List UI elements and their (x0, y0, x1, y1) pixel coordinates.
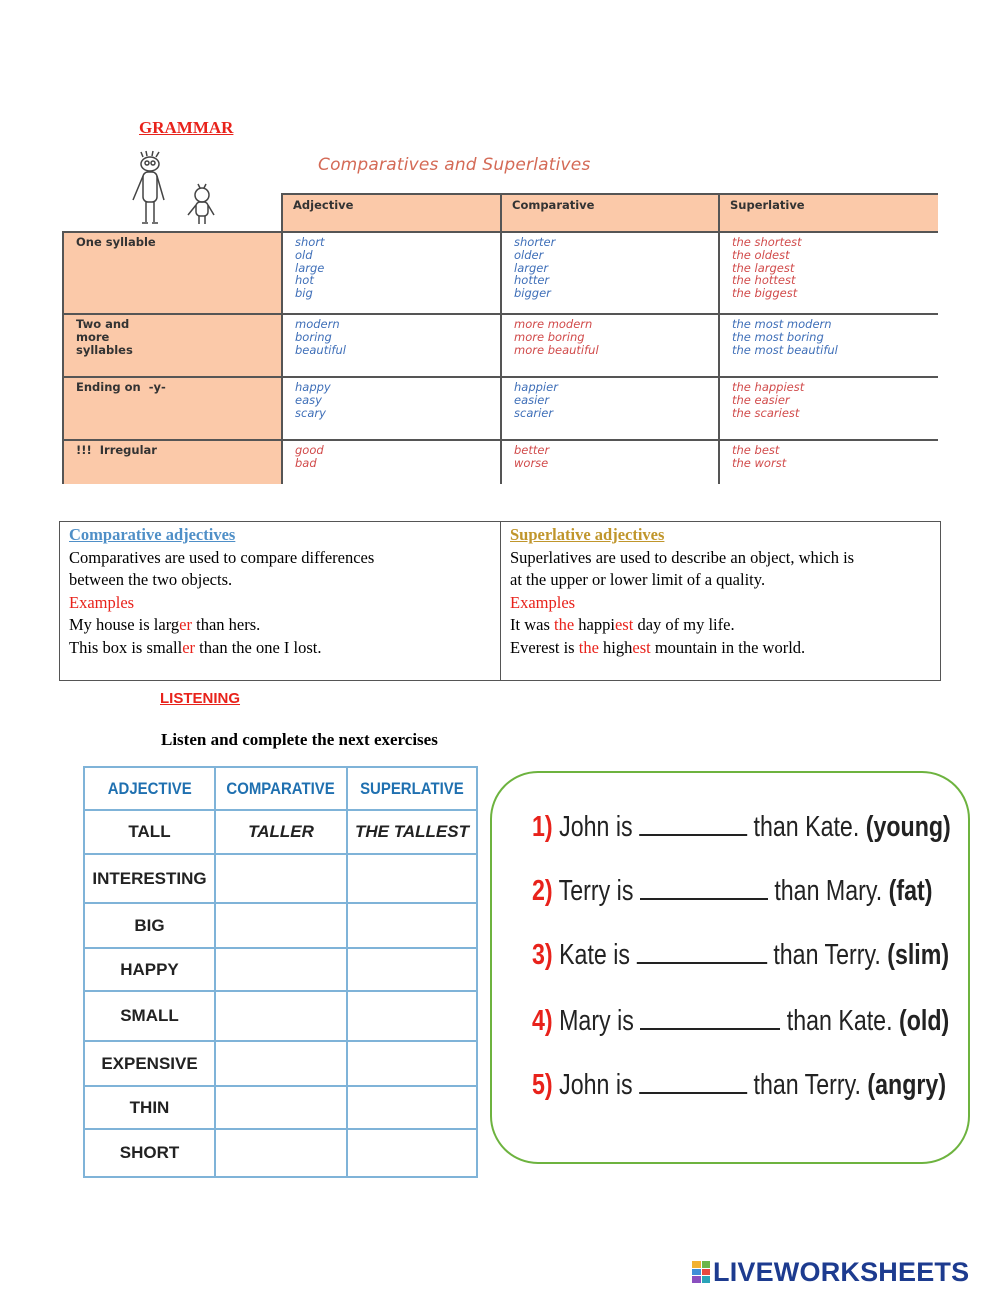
superlative-answer-field[interactable] (348, 949, 476, 992)
comparative-answer-field[interactable] (216, 1042, 348, 1087)
row-label-irregular: !!! Irregular (62, 439, 281, 484)
comparative-title: Comparative adjectives (69, 525, 236, 544)
superlative-answer-field[interactable] (348, 1042, 476, 1087)
superlative-definition (501, 522, 941, 680)
cell-comparative: shorter older larger hotter bigger (500, 231, 718, 313)
superlative-answer-field[interactable] (348, 1130, 476, 1176)
sentence-blank[interactable] (640, 896, 768, 900)
logo-text: LIVEWORKSHEETS (713, 1256, 970, 1287)
table-row-adjective: BIG (85, 904, 216, 949)
comparative-line1: Comparatives are used to compare differences (69, 547, 375, 567)
superlative-answer-field[interactable] (348, 904, 476, 949)
sentence-blank[interactable] (640, 1026, 780, 1030)
sentence-4: 4) Mary is than Kate. (old) (532, 1005, 950, 1037)
comparative-answer-field[interactable] (216, 992, 348, 1042)
comparative-answer-field[interactable] (216, 904, 348, 949)
definitions-table (59, 521, 941, 681)
cell-comparative: more modern more boring more beautiful (500, 313, 718, 376)
row-label-ending-y: Ending on -y- (62, 376, 281, 439)
superlative-answer-field[interactable] (348, 1087, 476, 1130)
listening-instruction: Listen and complete the next exercises (161, 730, 438, 749)
example-superlative: THE TALLEST (348, 811, 476, 855)
table-row-adjective: THIN (85, 1087, 216, 1130)
sentences-box (490, 771, 970, 1164)
comparative-answer-field[interactable] (216, 949, 348, 992)
superlative-example-2: Everest is the highest mountain in the world. (510, 637, 806, 657)
cell-adjective: short old large hot big (281, 231, 500, 313)
superlative-example-1: It was the happiest day of my life. (510, 615, 735, 635)
comparative-answer-field[interactable] (216, 1087, 348, 1130)
example-comparative: TALLER (216, 811, 348, 855)
table-row-adjective: HAPPY (85, 949, 216, 992)
superlative-line2: at the upper or lower limit of a quality. (510, 570, 766, 590)
row-label-one-syllable: One syllable (62, 231, 281, 313)
listening-table (83, 766, 478, 1178)
cell-comparative: better worse (500, 439, 718, 484)
superlative-title: Superlative adjectives (510, 525, 665, 544)
grammar-table (62, 193, 938, 484)
table-row-adjective: INTERESTING (85, 855, 216, 904)
liveworksheets-logo[interactable] (692, 1257, 969, 1287)
header-comparative: Comparative (500, 193, 718, 231)
cell-superlative: the most modern the most boring the most beautiful (718, 313, 938, 376)
cell-adjective: good bad (281, 439, 500, 484)
comparative-example-2: This box is smaller than the one I lost. (69, 637, 322, 657)
superlative-answer-field[interactable] (348, 855, 476, 904)
table-row-adjective: SMALL (85, 992, 216, 1042)
comparative-definition (60, 522, 501, 680)
table-header-adjective: ADJECTIVE (85, 768, 216, 811)
cell-comparative: happier easier scarier (500, 376, 718, 439)
superlative-examples-label: Examples (510, 592, 576, 612)
sentence-blank[interactable] (639, 1090, 747, 1094)
cell-superlative: the happiest the easier the scariest (718, 376, 938, 439)
comparative-answer-field[interactable] (216, 855, 348, 904)
table-row-adjective: SHORT (85, 1130, 216, 1176)
cell-adjective: modern boring beautiful (281, 313, 500, 376)
cell-superlative: the best the worst (718, 439, 938, 484)
chart-image-title: Comparatives and Superlatives (318, 155, 591, 175)
table-header-superlative: SUPERLATIVE (348, 768, 476, 811)
comparative-examples-label: Examples (69, 592, 135, 612)
header-superlative: Superlative (718, 193, 938, 231)
sentence-blank[interactable] (636, 960, 766, 964)
comparative-line2: between the two objects. (69, 570, 233, 590)
comparative-example-1: My house is larger than hers. (69, 615, 261, 635)
logo-blocks-icon (692, 1261, 710, 1283)
sentence-3: 3) Kate is than Terry. (slim) (532, 939, 950, 971)
cell-adjective: happy easy scary (281, 376, 500, 439)
grammar-heading: GRAMMAR (139, 118, 234, 137)
superlative-line1: Superlatives are used to describe an object, which is (510, 547, 855, 567)
table-row-adjective: EXPENSIVE (85, 1042, 216, 1087)
header-adjective: Adjective (281, 193, 500, 231)
example-adjective: TALL (85, 811, 216, 855)
table-header-comparative: COMPARATIVE (216, 768, 348, 811)
listening-heading: LISTENING (160, 690, 241, 707)
sentence-5: 5) John is than Terry. (angry) (532, 1069, 947, 1101)
sentence-2: 2) Terry is than Mary. (fat) (532, 875, 933, 907)
sentence-1: 1) John is than Kate. (young) (532, 811, 951, 843)
superlative-answer-field[interactable] (348, 992, 476, 1042)
comparative-answer-field[interactable] (216, 1130, 348, 1176)
cell-superlative: the shortest the oldest the largest the hottest the biggest (718, 231, 938, 313)
row-label-two-syllables: Two and more syllables (62, 313, 281, 376)
sentence-blank[interactable] (639, 832, 747, 836)
